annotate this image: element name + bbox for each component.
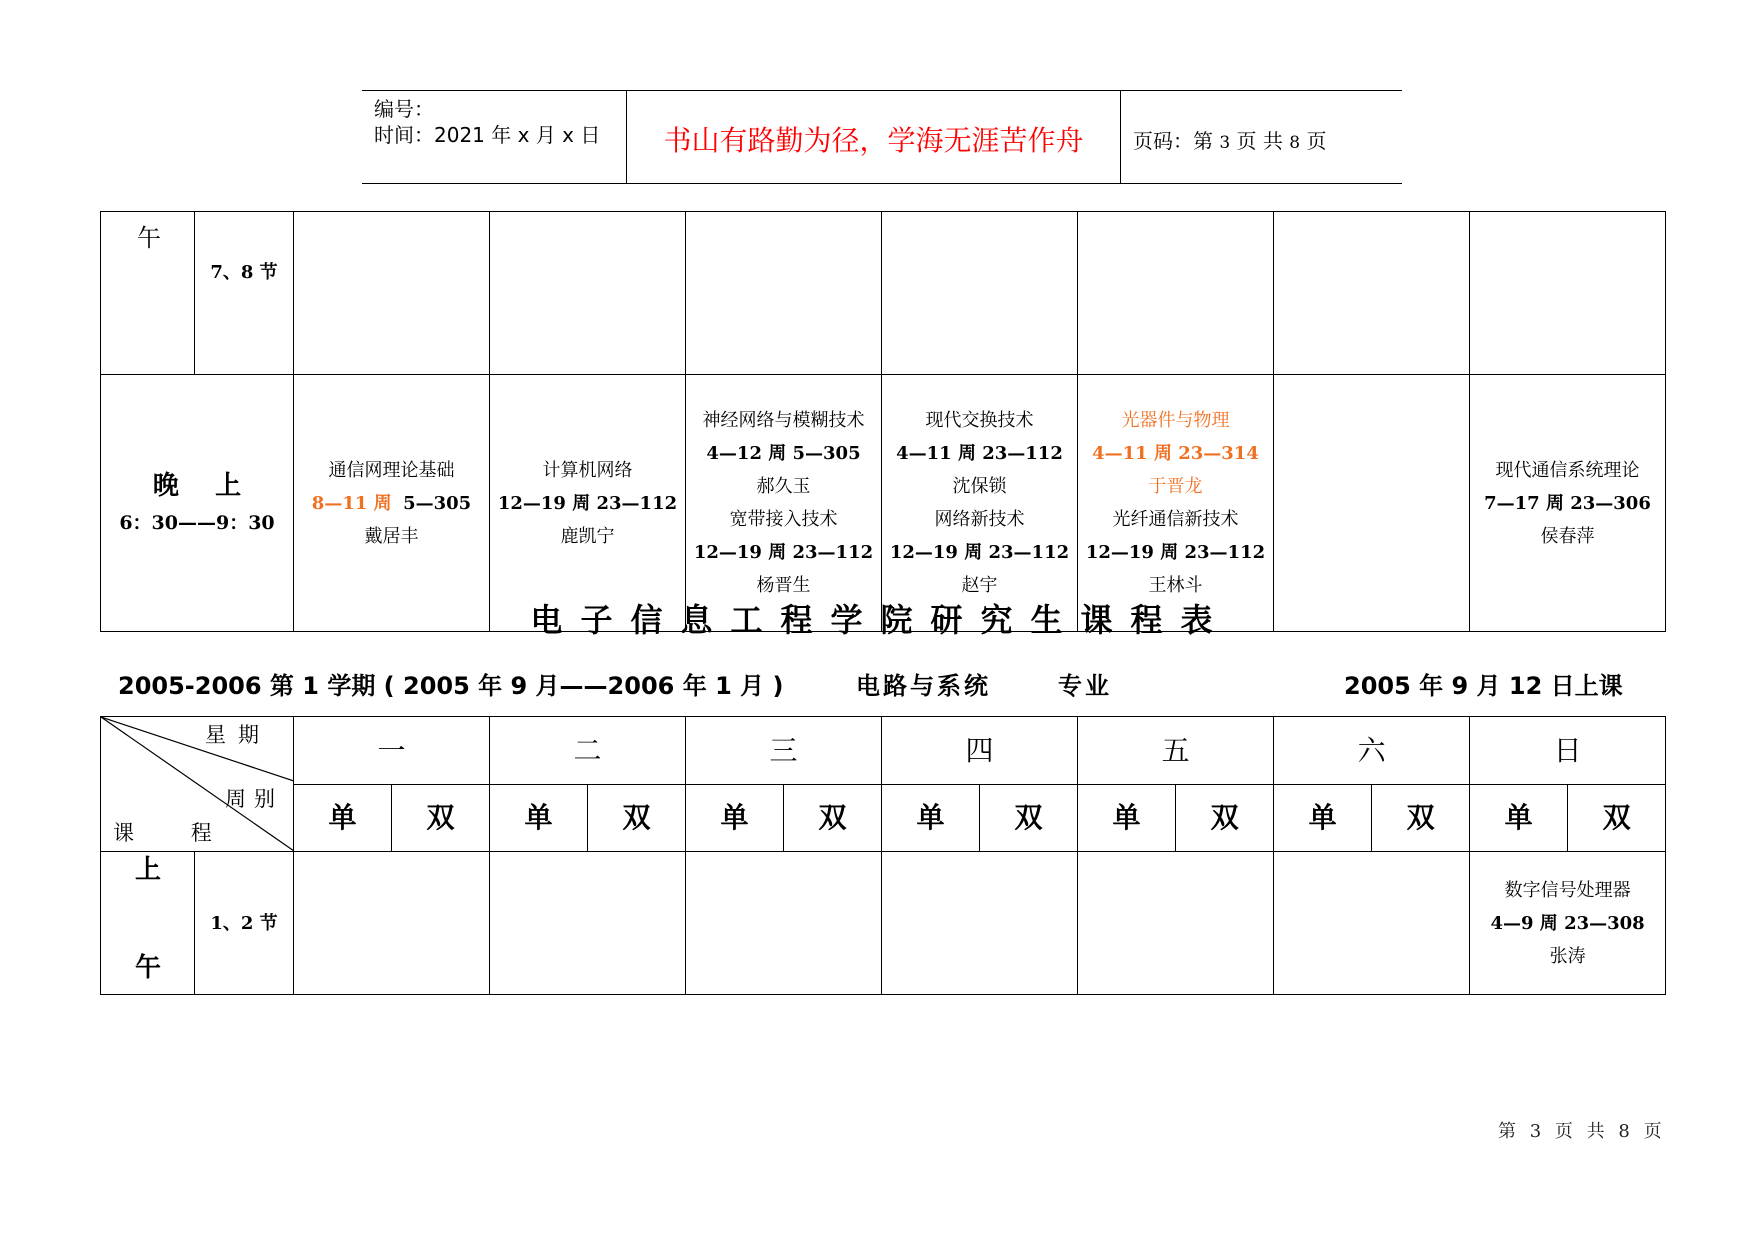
page-indicator bbox=[1133, 125, 1326, 154]
header-page-cell bbox=[1121, 91, 1402, 183]
course-info: 4—11 周 23—314 bbox=[1092, 443, 1259, 464]
course-teacher: 于晋龙 bbox=[1148, 476, 1203, 497]
footer-total: 8 bbox=[1618, 1121, 1634, 1142]
day-header-tue: 二 bbox=[490, 717, 686, 785]
header-meta-cell bbox=[362, 91, 627, 183]
page-current: 3 bbox=[1219, 133, 1231, 153]
course-room: 5—305 bbox=[403, 492, 472, 514]
course-teacher: 赵宇 bbox=[961, 575, 998, 596]
afternoon-row bbox=[101, 212, 1666, 375]
evening-mon-cell bbox=[294, 375, 490, 632]
course-weeks: 8—11 周 bbox=[311, 492, 392, 514]
afternoon-wed bbox=[686, 212, 882, 375]
evening-wed-cell bbox=[686, 375, 882, 632]
footer-prefix: 第 bbox=[1498, 1121, 1520, 1142]
morning-row bbox=[101, 852, 1666, 995]
afternoon-period-cell bbox=[195, 212, 294, 375]
course-name: 神经网络与模糊技术 bbox=[702, 410, 865, 431]
document-time-label: 时间：2021 年 x 月 x 日 bbox=[374, 123, 601, 147]
major-name: 电路与系统 bbox=[856, 672, 991, 700]
evening-label: 晚 上 bbox=[152, 471, 242, 501]
day-header-sun: 日 bbox=[1470, 717, 1666, 785]
double-week-header: 双 bbox=[980, 784, 1078, 852]
course-info: 12—19 周 23—112 bbox=[693, 542, 874, 563]
course-teacher: 沈保锁 bbox=[952, 476, 1007, 497]
afternoon-label-cell bbox=[101, 212, 195, 375]
afternoon-period: 7、8 节 bbox=[210, 262, 278, 283]
footer-current: 3 bbox=[1529, 1121, 1546, 1142]
double-week-header: 双 bbox=[1372, 784, 1470, 852]
single-week-header: 单 bbox=[1078, 784, 1176, 852]
afternoon-fri bbox=[1078, 212, 1274, 375]
course-info: 4—12 周 5—305 bbox=[706, 443, 861, 464]
week-type-header-row bbox=[101, 784, 1666, 852]
morning-label-cell bbox=[101, 852, 195, 995]
course-name: 现代交换技术 bbox=[925, 410, 1034, 431]
double-week-header: 双 bbox=[392, 784, 490, 852]
morning-mon bbox=[294, 852, 490, 995]
evening-sat-cell bbox=[1274, 375, 1470, 632]
day-header-wed: 三 bbox=[686, 717, 882, 785]
motto-text: 书山有路勤为径，学海无涯苦作舟 bbox=[663, 124, 1084, 157]
single-week-header: 单 bbox=[686, 784, 784, 852]
afternoon-tue bbox=[490, 212, 686, 375]
course-teacher: 戴居丰 bbox=[364, 525, 419, 547]
course-info: 12—19 周 23—112 bbox=[497, 492, 678, 514]
course-teacher: 郝久玉 bbox=[756, 476, 811, 497]
morning-period-cell bbox=[195, 852, 294, 995]
corner-course-b: 程 bbox=[190, 821, 212, 845]
corner-course-label bbox=[113, 821, 262, 845]
day-header-mon: 一 bbox=[294, 717, 490, 785]
morning-sat bbox=[1274, 852, 1470, 995]
evening-label-cell bbox=[101, 375, 294, 632]
evening-fri-cell bbox=[1078, 375, 1274, 632]
course-info: 4—9 周 23—308 bbox=[1490, 912, 1645, 934]
course-teacher: 侯春萍 bbox=[1540, 525, 1595, 547]
course-teacher: 杨晋生 bbox=[756, 575, 811, 596]
afternoon-sat bbox=[1274, 212, 1470, 375]
course-name: 通信网理论基础 bbox=[328, 459, 455, 481]
course-teacher: 鹿凯宁 bbox=[560, 525, 615, 547]
morning-fri bbox=[1078, 852, 1274, 995]
course-info bbox=[294, 487, 489, 520]
corner-header-cell bbox=[101, 717, 294, 852]
single-week-header: 单 bbox=[1470, 784, 1568, 852]
afternoon-sun bbox=[1470, 212, 1666, 375]
double-week-header: 双 bbox=[588, 784, 686, 852]
morning-period: 1、2 节 bbox=[210, 912, 278, 934]
page-prefix: 页码：第 bbox=[1133, 129, 1213, 153]
start-date-label: 2005 年 9 月 12 日上课 bbox=[1344, 672, 1623, 700]
footer-suffix: 页 bbox=[1643, 1121, 1666, 1142]
course-info: 12—19 周 23—112 bbox=[1085, 542, 1266, 563]
course-name: 宽带接入技术 bbox=[729, 509, 838, 530]
course-name: 光纤通信新技术 bbox=[1112, 509, 1239, 530]
afternoon-thu bbox=[882, 212, 1078, 375]
evening-tue-cell bbox=[490, 375, 686, 632]
single-week-header: 单 bbox=[882, 784, 980, 852]
single-week-header: 单 bbox=[490, 784, 588, 852]
day-header-thu: 四 bbox=[882, 717, 1078, 785]
day-header-sat: 六 bbox=[1274, 717, 1470, 785]
morning-top-char: 上 bbox=[135, 855, 162, 885]
term-label: 2005-2006 第 1 学期 ( 2005 年 9 月——2006 年 1 月 ) bbox=[118, 672, 784, 700]
morning-bottom-char: 午 bbox=[135, 953, 162, 983]
double-week-header: 双 bbox=[784, 784, 882, 852]
course-name: 光器件与物理 bbox=[1121, 410, 1230, 431]
day-header-fri: 五 bbox=[1078, 717, 1274, 785]
single-week-header: 单 bbox=[294, 784, 392, 852]
course-name: 数字信号处理器 bbox=[1504, 879, 1631, 901]
corner-course-a: 课 bbox=[113, 821, 134, 845]
course-info: 7—17 周 23—306 bbox=[1484, 492, 1651, 514]
document-number-label: 编号： bbox=[374, 97, 434, 121]
schedule-title: 电子信息工程学院研究生课程表 bbox=[530, 601, 1231, 639]
morning-tue bbox=[490, 852, 686, 995]
page-header bbox=[362, 90, 1402, 184]
evening-thu-cell bbox=[882, 375, 1078, 632]
page-mid: 页 共 bbox=[1236, 129, 1283, 153]
evening-time: 6：30——9：30 bbox=[119, 512, 275, 534]
single-week-header: 单 bbox=[1274, 784, 1372, 852]
corner-weekday-label: 星期 bbox=[205, 723, 271, 747]
course-name: 现代通信系统理论 bbox=[1495, 459, 1640, 481]
morning-thu bbox=[882, 852, 1078, 995]
morning-wed bbox=[686, 852, 882, 995]
course-name: 计算机网络 bbox=[542, 459, 633, 481]
schedule-table bbox=[100, 716, 1666, 995]
corner-week-label: 周别 bbox=[225, 787, 283, 811]
evening-sun-cell bbox=[1470, 375, 1666, 632]
footer-mid: 页 共 bbox=[1554, 1121, 1609, 1142]
afternoon-char: 午 bbox=[137, 224, 161, 252]
page-suffix: 页 bbox=[1306, 129, 1327, 153]
course-teacher: 张涛 bbox=[1549, 945, 1586, 967]
major-label: 专业 bbox=[1058, 672, 1112, 700]
course-name: 网络新技术 bbox=[934, 509, 1025, 530]
course-info: 4—11 周 23—112 bbox=[896, 443, 1063, 464]
morning-sun-cell bbox=[1470, 852, 1666, 995]
evening-row bbox=[101, 375, 1666, 632]
course-info: 12—19 周 23—112 bbox=[889, 542, 1070, 563]
page-footer bbox=[1498, 1117, 1666, 1143]
course-teacher: 王林斗 bbox=[1148, 575, 1203, 596]
weekday-header-row bbox=[101, 717, 1666, 785]
page-total: 8 bbox=[1289, 133, 1301, 153]
double-week-header: 双 bbox=[1176, 784, 1274, 852]
schedule-continuation-table bbox=[100, 211, 1666, 632]
double-week-header: 双 bbox=[1568, 784, 1666, 852]
header-motto-cell bbox=[627, 91, 1121, 183]
afternoon-mon bbox=[294, 212, 490, 375]
